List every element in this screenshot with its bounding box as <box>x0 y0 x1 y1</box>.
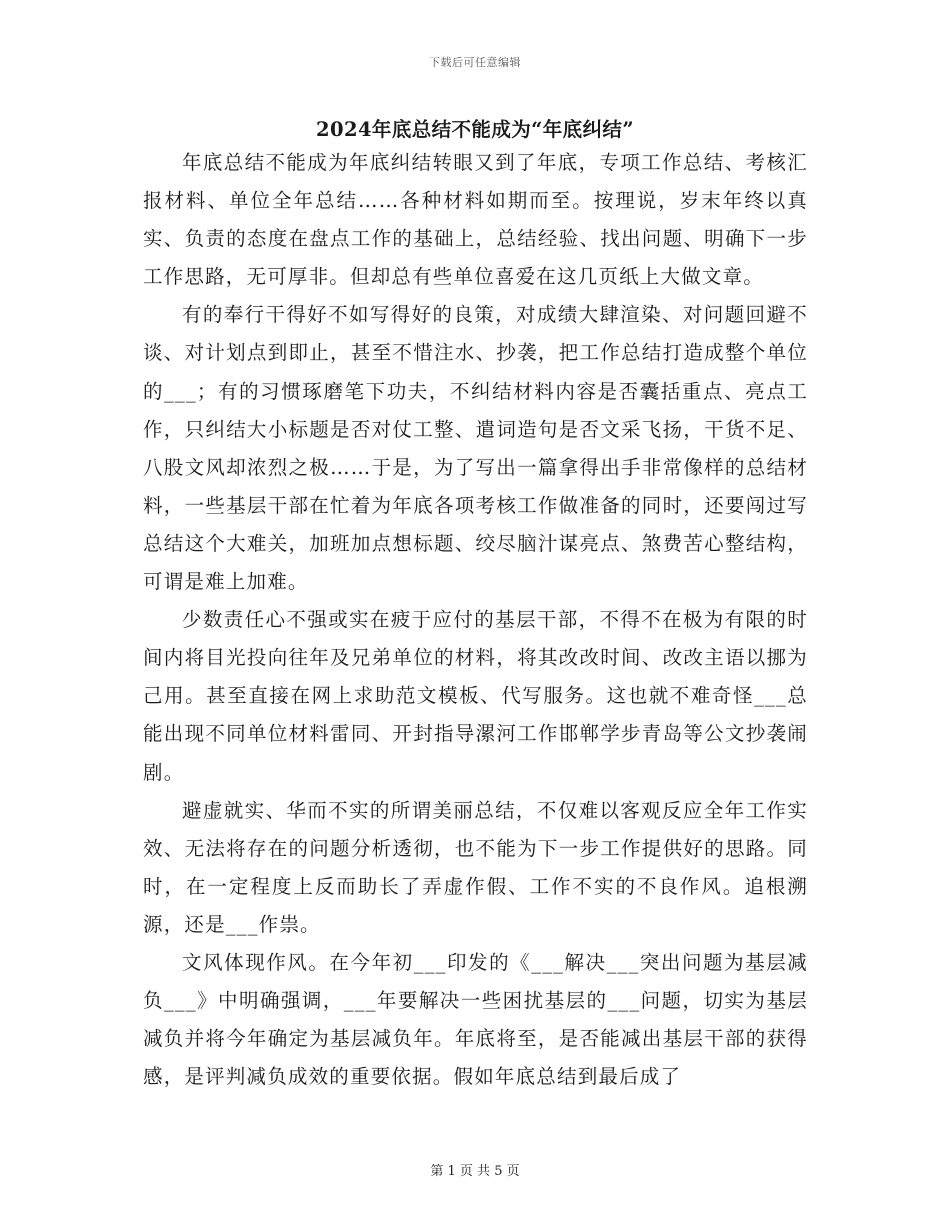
paragraph: 避虚就实、华而不实的所谓美丽总结，不仅难以客观反应全年工作实效、无法将存在的问题分析透彻，也不能为下一步工作提供好的思路。同时，在一定程度上反而助长了弄虚作假、工作不实的不良作风。追根溯源，还是___作祟。 <box>143 798 808 936</box>
header-note: 下载后可任意编辑 <box>429 56 521 69</box>
document-body <box>143 144 808 1096</box>
paragraph: 有的奉行干得好不如写得好的良策，对成绩大肆渲染、对问题回避不谈、对计划点到即止，甚至不惜注水、抄袭，把工作总结打造成整个单位的___；有的习惯琢磨笔下功夫，不纠结材料内容是否囊括重点、亮点工作，只纠结大小标题是否对仗工整、遣词造句是否文采飞扬，干货不足、八股文风却浓烈之极……于是，为了写出一篇拿得出手非常像样的总结材料，一些基层干部在忙着为年底各项考核工作做准备的同时，还要闯过写总结这个大难关，加班加点想标题、绞尽脑汁谋亮点、煞费苦心整结构，可谓是难上加难。 <box>143 303 808 594</box>
paragraph: 少数责任心不强或实在疲于应付的基层干部，不得不在极为有限的时间内将目光投向往年及兄弟单位的材料，将其改改时间、改改主语以挪为己用。甚至直接在网上求助范文模板、代写服务。这也就不难奇怪___总能出现不同单位材料雷同、开封指导漯河工作邯郸学步青岛等公文抄袭闹剧。 <box>143 608 808 784</box>
paragraph: 年底总结不能成为年底纠结转眼又到了年底，专项工作总结、考核汇报材料、单位全年总结……各种材料如期而至。按理说，岁末年终以真实、负责的态度在盘点工作的基础上，总结经验、找出问题、明确下一步工作思路，无可厚非。但却总有些单位喜爱在这几页纸上大做文章。 <box>143 151 808 289</box>
page-number: 第 1 页 共 5 页 <box>430 1164 520 1179</box>
paragraph: 文风体现作风。在今年初___印发的《___解决___突出问题为基层减负___》中明确强调，___年要解决一些困扰基层的___问题，切实为基层减负并将今年确定为基层减负年。年底将至，是否能减出基层干部的获得感，是评判减负成效的重要依据。假如年底总结到最后成了 <box>143 950 808 1089</box>
document-title: 2024年底总结不能成为“年底纠结” <box>316 118 634 141</box>
